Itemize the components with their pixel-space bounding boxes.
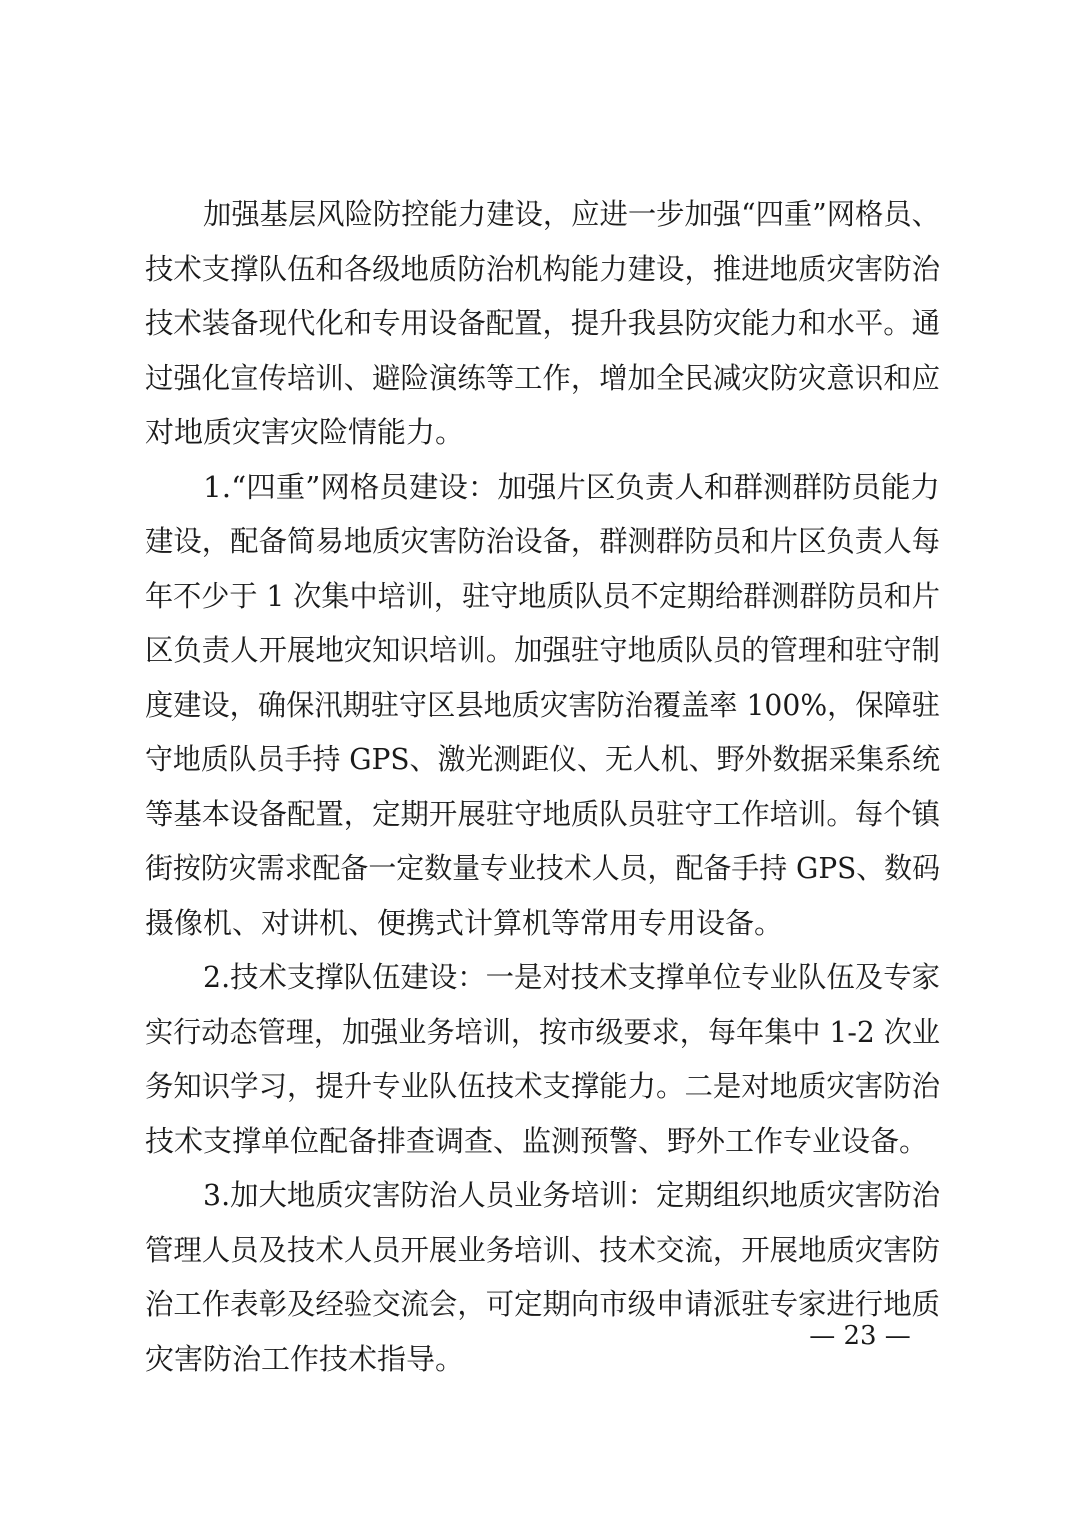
text-line xyxy=(0,459,1074,515)
text-line xyxy=(0,350,1074,406)
text-line xyxy=(0,895,1074,951)
text-line-content: 摄像机、对讲机、便携式计算机等常用专用设备。 xyxy=(145,905,784,940)
text-line-content: 等基本设备配置，定期开展驻守地质队员驻守工作培训。每个镇 xyxy=(145,796,940,831)
text-line xyxy=(0,1167,1074,1223)
text-line-content: 区负责人开展地灾知识培训。加强驻守地质队员的管理和驻守制 xyxy=(145,633,940,667)
text-line xyxy=(0,677,1074,733)
text-line-content: 对地质灾害灾险情能力。 xyxy=(145,415,465,449)
text-line-content: 街按防灾需求配备一定数量专业技术人员，配备手持 GPS、数码 xyxy=(145,851,940,885)
text-line xyxy=(0,1222,1074,1278)
text-line-content: 灾害防治工作技术指导。 xyxy=(145,1341,465,1376)
text-line-content: 度建设，确保汛期驻守区县地质灾害防治覆盖率 100%，保障驻 xyxy=(145,687,940,722)
text-line xyxy=(0,513,1074,569)
text-line-content: 管理人员及技术人员开展业务培训、技术交流，开展地质灾害防 xyxy=(145,1232,940,1267)
text-line-content: 过强化宣传培训、避险演练等工作，增加全民减灾防灾意识和应 xyxy=(145,360,940,395)
text-line-content: 3.加大地质灾害防治人员业务培训：定期组织地质灾害防治 xyxy=(203,1178,940,1212)
text-line-content: 务知识学习，提升专业队伍技术支撑能力。二是对地质灾害防治 xyxy=(145,1069,940,1103)
text-line xyxy=(0,949,1074,1005)
text-line xyxy=(0,731,1074,787)
text-line xyxy=(0,1058,1074,1114)
text-line xyxy=(0,404,1074,460)
page-number: — 23 — xyxy=(809,1321,911,1351)
text-line xyxy=(0,1113,1074,1169)
text-line xyxy=(0,622,1074,678)
text-line xyxy=(0,568,1074,624)
text-line-content: 治工作表彰及经验交流会，可定期向市级申请派驻专家进行地质 xyxy=(145,1287,940,1321)
text-line xyxy=(0,186,1074,242)
text-line xyxy=(0,241,1074,297)
text-line xyxy=(0,1004,1074,1060)
text-line-content: 建设，配备简易地质灾害防治设备，群测群防员和片区负责人每 xyxy=(145,524,940,558)
text-line-content: 守地质队员手持 GPS、激光测距仪、无人机、野外数据采集系统 xyxy=(145,742,940,776)
text-line-content: 技术支撑单位配备排查调查、监测预警、野外工作专业设备。 xyxy=(145,1123,929,1158)
text-line xyxy=(0,295,1074,351)
text-line xyxy=(0,840,1074,896)
text-line-content: 1.“四重”网格员建设：加强片区负责人和群测群防员能力 xyxy=(203,469,940,504)
text-line-content: 技术支撑队伍和各级地质防治机构能力建设，推进地质灾害防治 xyxy=(145,251,940,286)
text-line-content: 2.技术支撑队伍建设：一是对技术支撑单位专业队伍及专家 xyxy=(203,960,940,994)
text-line-content: 年不少于 1 次集中培训，驻守地质队员不定期给群测群防员和片 xyxy=(145,578,940,613)
text-line-content: 技术装备现代化和专用设备配置，提升我县防灾能力和水平。通 xyxy=(145,306,940,340)
text-line-content: 加强基层风险防控能力建设，应进一步加强“四重”网格员、 xyxy=(203,197,940,231)
text-line-content: 实行动态管理，加强业务培训，按市级要求，每年集中 1-2 次业 xyxy=(145,1014,940,1049)
text-line xyxy=(0,786,1074,842)
